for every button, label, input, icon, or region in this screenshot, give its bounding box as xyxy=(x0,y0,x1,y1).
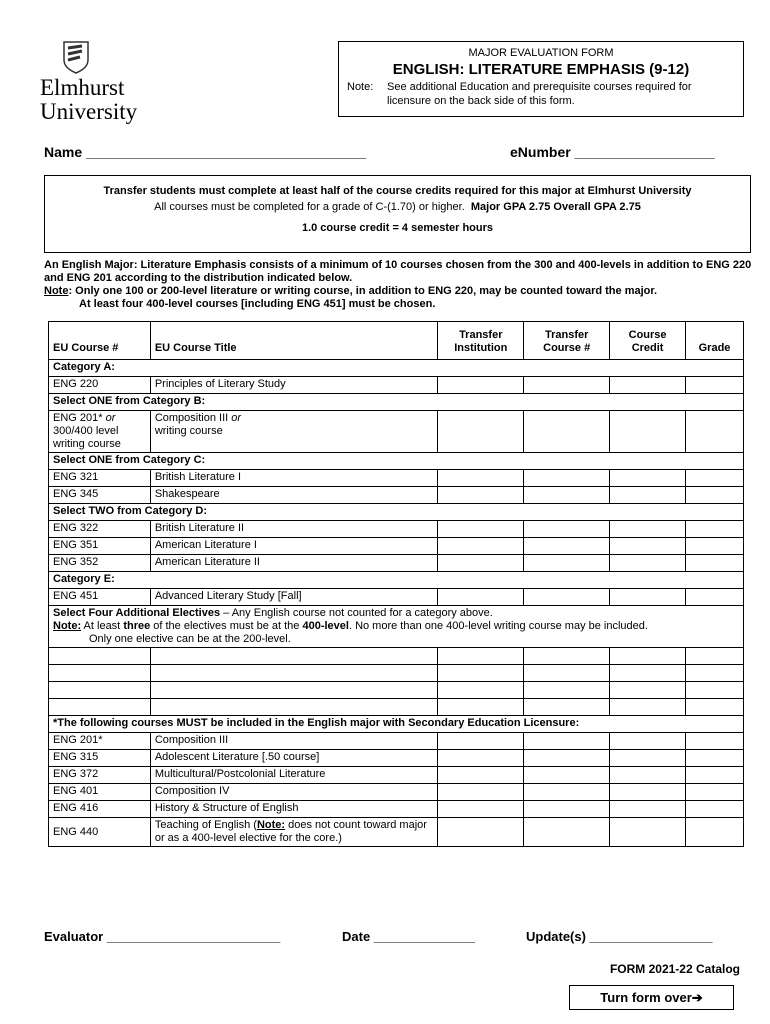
credit-cell[interactable] xyxy=(610,750,686,767)
transfer-num-cell[interactable] xyxy=(524,682,610,699)
header-grade: Grade xyxy=(686,322,744,360)
form-header-box xyxy=(338,41,744,117)
credit-cell[interactable] xyxy=(610,648,686,665)
course-num: ENG 440 xyxy=(49,818,151,847)
grade-cell[interactable] xyxy=(686,818,744,847)
course-num: ENG 322 xyxy=(49,521,151,538)
table-row xyxy=(49,411,744,453)
table-row xyxy=(49,538,744,555)
credit-cell[interactable] xyxy=(610,682,686,699)
electives-note-a: At least xyxy=(81,620,124,632)
header-note-text: See additional Education and prerequisite courses required for licensure on the back side of this form. xyxy=(387,81,692,107)
elective-row xyxy=(49,682,744,699)
course-title: British Literature II xyxy=(150,521,437,538)
table-row xyxy=(49,784,744,801)
table-row xyxy=(49,487,744,504)
transfer-inst-cell[interactable] xyxy=(438,487,524,504)
course-title: Advanced Literary Study [Fall] xyxy=(150,589,437,606)
table-row xyxy=(49,818,744,847)
credit-cell[interactable] xyxy=(610,555,686,572)
electives-header-row xyxy=(49,606,744,648)
credit-cell[interactable] xyxy=(610,784,686,801)
table-row xyxy=(49,750,744,767)
transfer-num-cell[interactable] xyxy=(524,784,610,801)
grade-cell[interactable] xyxy=(686,377,744,394)
transfer-inst-cell[interactable] xyxy=(438,521,524,538)
table-row xyxy=(49,801,744,818)
transfer-notice-box xyxy=(44,175,751,253)
course-num: ENG 372 xyxy=(49,767,151,784)
credit-cell[interactable] xyxy=(610,767,686,784)
electives-note-b: of the electives must be at the xyxy=(150,620,303,632)
elective-num-cell[interactable] xyxy=(49,648,151,665)
electives-note-label: Note: xyxy=(53,620,82,632)
transfer-inst-cell[interactable] xyxy=(438,470,524,487)
transfer-num-cell[interactable] xyxy=(524,801,610,818)
course-title: History & Structure of English xyxy=(150,801,437,818)
transfer-inst-cell[interactable] xyxy=(438,555,524,572)
table-row xyxy=(49,767,744,784)
logo-line1: Elmhurst xyxy=(40,75,125,100)
course-title: Adolescent Literature [.50 course] xyxy=(150,750,437,767)
grade-cell[interactable] xyxy=(686,589,744,606)
transfer-num-cell[interactable] xyxy=(524,699,610,716)
transfer-num-cell[interactable] xyxy=(524,487,610,504)
grade-cell[interactable] xyxy=(686,801,744,818)
grade-cell[interactable] xyxy=(686,767,744,784)
header-transfer-inst: Transfer Institution xyxy=(438,322,524,360)
credit-cell[interactable] xyxy=(610,377,686,394)
credit-cell[interactable] xyxy=(610,801,686,818)
intro-note xyxy=(44,285,754,298)
elective-num-cell[interactable] xyxy=(49,682,151,699)
credit-cell[interactable] xyxy=(610,818,686,847)
logo-line2: University xyxy=(40,99,138,124)
header-note-label: Note: xyxy=(347,81,374,93)
grade-cell[interactable] xyxy=(686,750,744,767)
table-row xyxy=(49,733,744,750)
course-num-a: ENG 201* xyxy=(53,412,103,424)
intro-note-label: Note xyxy=(44,285,69,297)
course-num: ENG 351 xyxy=(49,538,151,555)
grade-cell[interactable] xyxy=(686,733,744,750)
shield-icon xyxy=(62,40,90,74)
grade-cell[interactable] xyxy=(686,648,744,665)
grade-requirement: All courses must be completed for a grade of C-(1.70) or higher. xyxy=(154,201,465,213)
elective-title-cell[interactable] xyxy=(150,699,437,716)
category-d-label: Select TWO from Category D: xyxy=(49,504,744,521)
transfer-inst-cell[interactable] xyxy=(438,411,524,453)
category-row xyxy=(49,504,744,521)
transfer-num-cell[interactable] xyxy=(524,767,610,784)
elective-row xyxy=(49,665,744,682)
form-label: MAJOR EVALUATION FORM xyxy=(468,47,614,59)
grade-cell[interactable] xyxy=(686,682,744,699)
course-title: American Literature II xyxy=(150,555,437,572)
course-title xyxy=(150,411,437,453)
course-num: ENG 315 xyxy=(49,750,151,767)
enumber-field[interactable]: eNumber __________________ xyxy=(510,144,715,160)
elective-num-cell[interactable] xyxy=(49,699,151,716)
gpa-requirement: Major GPA 2.75 Overall GPA 2.75 xyxy=(470,201,641,213)
table-row xyxy=(49,555,744,572)
eng440-title-a: Teaching of English ( xyxy=(154,819,257,831)
category-e-label: Category E: xyxy=(49,572,744,589)
transfer-num-cell[interactable] xyxy=(524,648,610,665)
or-text: or xyxy=(105,412,116,424)
course-title: British Literature I xyxy=(150,470,437,487)
category-a-label: Category A: xyxy=(49,360,744,377)
elective-row xyxy=(49,648,744,665)
transfer-num-cell[interactable] xyxy=(524,733,610,750)
grade-cell[interactable] xyxy=(686,538,744,555)
course-num xyxy=(49,411,151,453)
transfer-inst-cell[interactable] xyxy=(438,538,524,555)
transfer-num-cell[interactable] xyxy=(524,411,610,453)
transfer-num-cell[interactable] xyxy=(524,470,610,487)
transfer-inst-cell[interactable] xyxy=(438,801,524,818)
credit-cell[interactable] xyxy=(610,521,686,538)
course-title: Shakespeare xyxy=(150,487,437,504)
eng440-note-label: Note: xyxy=(256,819,286,831)
grade-cell[interactable] xyxy=(686,784,744,801)
grade-cell[interactable] xyxy=(686,411,744,453)
course-num: ENG 201* xyxy=(49,733,151,750)
course-title: Composition IV xyxy=(150,784,437,801)
credit-cell[interactable] xyxy=(610,470,686,487)
electives-title-rest: – Any English course not counted for a category above. xyxy=(220,607,493,619)
table-header xyxy=(49,322,744,360)
credit-cell[interactable] xyxy=(610,665,686,682)
electives-note-three: three xyxy=(123,620,151,632)
electives-note-400: 400-level xyxy=(302,620,349,632)
course-title-b: writing course xyxy=(154,425,223,437)
table-row xyxy=(49,589,744,606)
elective-title-cell[interactable] xyxy=(150,648,437,665)
table-row xyxy=(49,521,744,538)
transfer-num-cell[interactable] xyxy=(524,377,610,394)
elective-row xyxy=(49,699,744,716)
electives-instructions xyxy=(49,606,744,648)
course-num: ENG 220 xyxy=(49,377,151,394)
transfer-inst-cell[interactable] xyxy=(438,377,524,394)
updates-field[interactable]: Update(s) _________________ xyxy=(526,929,713,944)
course-title: American Literature I xyxy=(150,538,437,555)
credit-cell[interactable] xyxy=(610,411,686,453)
major-intro xyxy=(44,259,754,311)
transfer-inst-cell[interactable] xyxy=(438,767,524,784)
credit-cell[interactable] xyxy=(610,487,686,504)
credit-cell[interactable] xyxy=(610,733,686,750)
transfer-inst-cell[interactable] xyxy=(438,784,524,801)
header-note xyxy=(339,80,743,108)
grade-cell[interactable] xyxy=(686,665,744,682)
grade-cell[interactable] xyxy=(686,487,744,504)
transfer-num-cell[interactable] xyxy=(524,818,610,847)
secondary-header-row xyxy=(49,716,744,733)
course-title-a: Composition III xyxy=(154,412,229,424)
transfer-num-cell[interactable] xyxy=(524,750,610,767)
transfer-num-cell[interactable] xyxy=(524,665,610,682)
category-row xyxy=(49,572,744,589)
category-row xyxy=(49,360,744,377)
course-num: ENG 321 xyxy=(49,470,151,487)
elective-title-cell[interactable] xyxy=(150,665,437,682)
transfer-inst-cell[interactable] xyxy=(438,589,524,606)
transfer-inst-cell[interactable] xyxy=(438,682,524,699)
intro-paragraph: An English Major: Literature Emphasis consists of a minimum of 10 courses chosen from the 300 and 400-levels in addition to ENG 220 and ENG 201 according to the distribution indicated below. xyxy=(44,259,752,284)
electives-note-c: . No more than one 400-level writing course may be included. xyxy=(348,620,648,632)
date-field[interactable]: Date ______________ xyxy=(342,929,476,944)
secondary-header: *The following courses MUST be included in the English major with Secondary Education Licensure: xyxy=(49,716,744,733)
evaluator-field[interactable]: Evaluator ________________________ xyxy=(44,929,281,944)
credit-conversion: 1.0 course credit = 4 semester hours xyxy=(301,222,494,234)
form-id: FORM 2021-22 Catalog xyxy=(609,962,740,976)
name-field[interactable]: Name ____________________________________ xyxy=(44,144,367,160)
category-row xyxy=(49,453,744,470)
elective-num-cell[interactable] xyxy=(49,665,151,682)
category-row xyxy=(49,394,744,411)
credit-cell[interactable] xyxy=(610,589,686,606)
course-title xyxy=(150,818,437,847)
transfer-num-cell[interactable] xyxy=(524,555,610,572)
course-title: Composition III xyxy=(150,733,437,750)
transfer-num-cell[interactable] xyxy=(524,521,610,538)
course-title: Principles of Literary Study xyxy=(150,377,437,394)
transfer-inst-cell[interactable] xyxy=(438,699,524,716)
category-b-label: Select ONE from Category B: xyxy=(49,394,744,411)
intro-note-line2: At least four 400-level courses [including ENG 451] must be chosen. xyxy=(79,298,436,310)
transfer-inst-cell[interactable] xyxy=(438,665,524,682)
grade-cell[interactable] xyxy=(686,555,744,572)
header-course-num: EU Course # xyxy=(49,322,151,360)
credit-cell[interactable] xyxy=(610,699,686,716)
transfer-inst-cell[interactable] xyxy=(438,733,524,750)
grade-cell[interactable] xyxy=(686,699,744,716)
header-credit: Course Credit xyxy=(610,322,686,360)
header-course-title: EU Course Title xyxy=(150,322,437,360)
intro-note-text: : Only one 100 or 200-level literature or writing course, in addition to ENG 220, may be counted toward the major. xyxy=(68,285,658,297)
course-num: ENG 451 xyxy=(49,589,151,606)
university-logo xyxy=(40,40,150,130)
or-text: or xyxy=(231,412,242,424)
electives-note-line2: Only one elective can be at the 200-level. xyxy=(89,633,291,645)
form-title: ENGLISH: LITERATURE EMPHASIS (9-12) xyxy=(392,61,690,78)
course-num-b: 300/400 level writing course xyxy=(53,425,121,450)
grade-cell[interactable] xyxy=(686,521,744,538)
course-num: ENG 345 xyxy=(49,487,151,504)
course-num: ENG 352 xyxy=(49,555,151,572)
header-transfer-num: Transfer Course # xyxy=(524,322,610,360)
transfer-inst-cell[interactable] xyxy=(438,750,524,767)
eng440-title-b: does not count toward major or as a 400-level elective for the core.) xyxy=(154,819,427,844)
transfer-line2 xyxy=(45,201,750,213)
course-title: Multicultural/Postcolonial Literature xyxy=(150,767,437,784)
transfer-inst-cell[interactable] xyxy=(438,648,524,665)
table-row xyxy=(49,470,744,487)
electives-title: Select Four Additional Electives xyxy=(53,607,221,619)
grade-cell[interactable] xyxy=(686,470,744,487)
table-row xyxy=(49,377,744,394)
course-num: ENG 416 xyxy=(49,801,151,818)
transfer-line1: Transfer students must complete at least half of the course credits required for this major at Elmhurst University xyxy=(103,185,692,197)
transfer-num-cell[interactable] xyxy=(524,589,610,606)
transfer-inst-cell[interactable] xyxy=(438,818,524,847)
elective-title-cell[interactable] xyxy=(150,682,437,699)
turn-over-box: Turn form over➔ xyxy=(569,985,734,1010)
category-c-label: Select ONE from Category C: xyxy=(49,453,744,470)
course-num: ENG 401 xyxy=(49,784,151,801)
credit-cell[interactable] xyxy=(610,538,686,555)
transfer-num-cell[interactable] xyxy=(524,538,610,555)
course-table xyxy=(48,321,744,847)
